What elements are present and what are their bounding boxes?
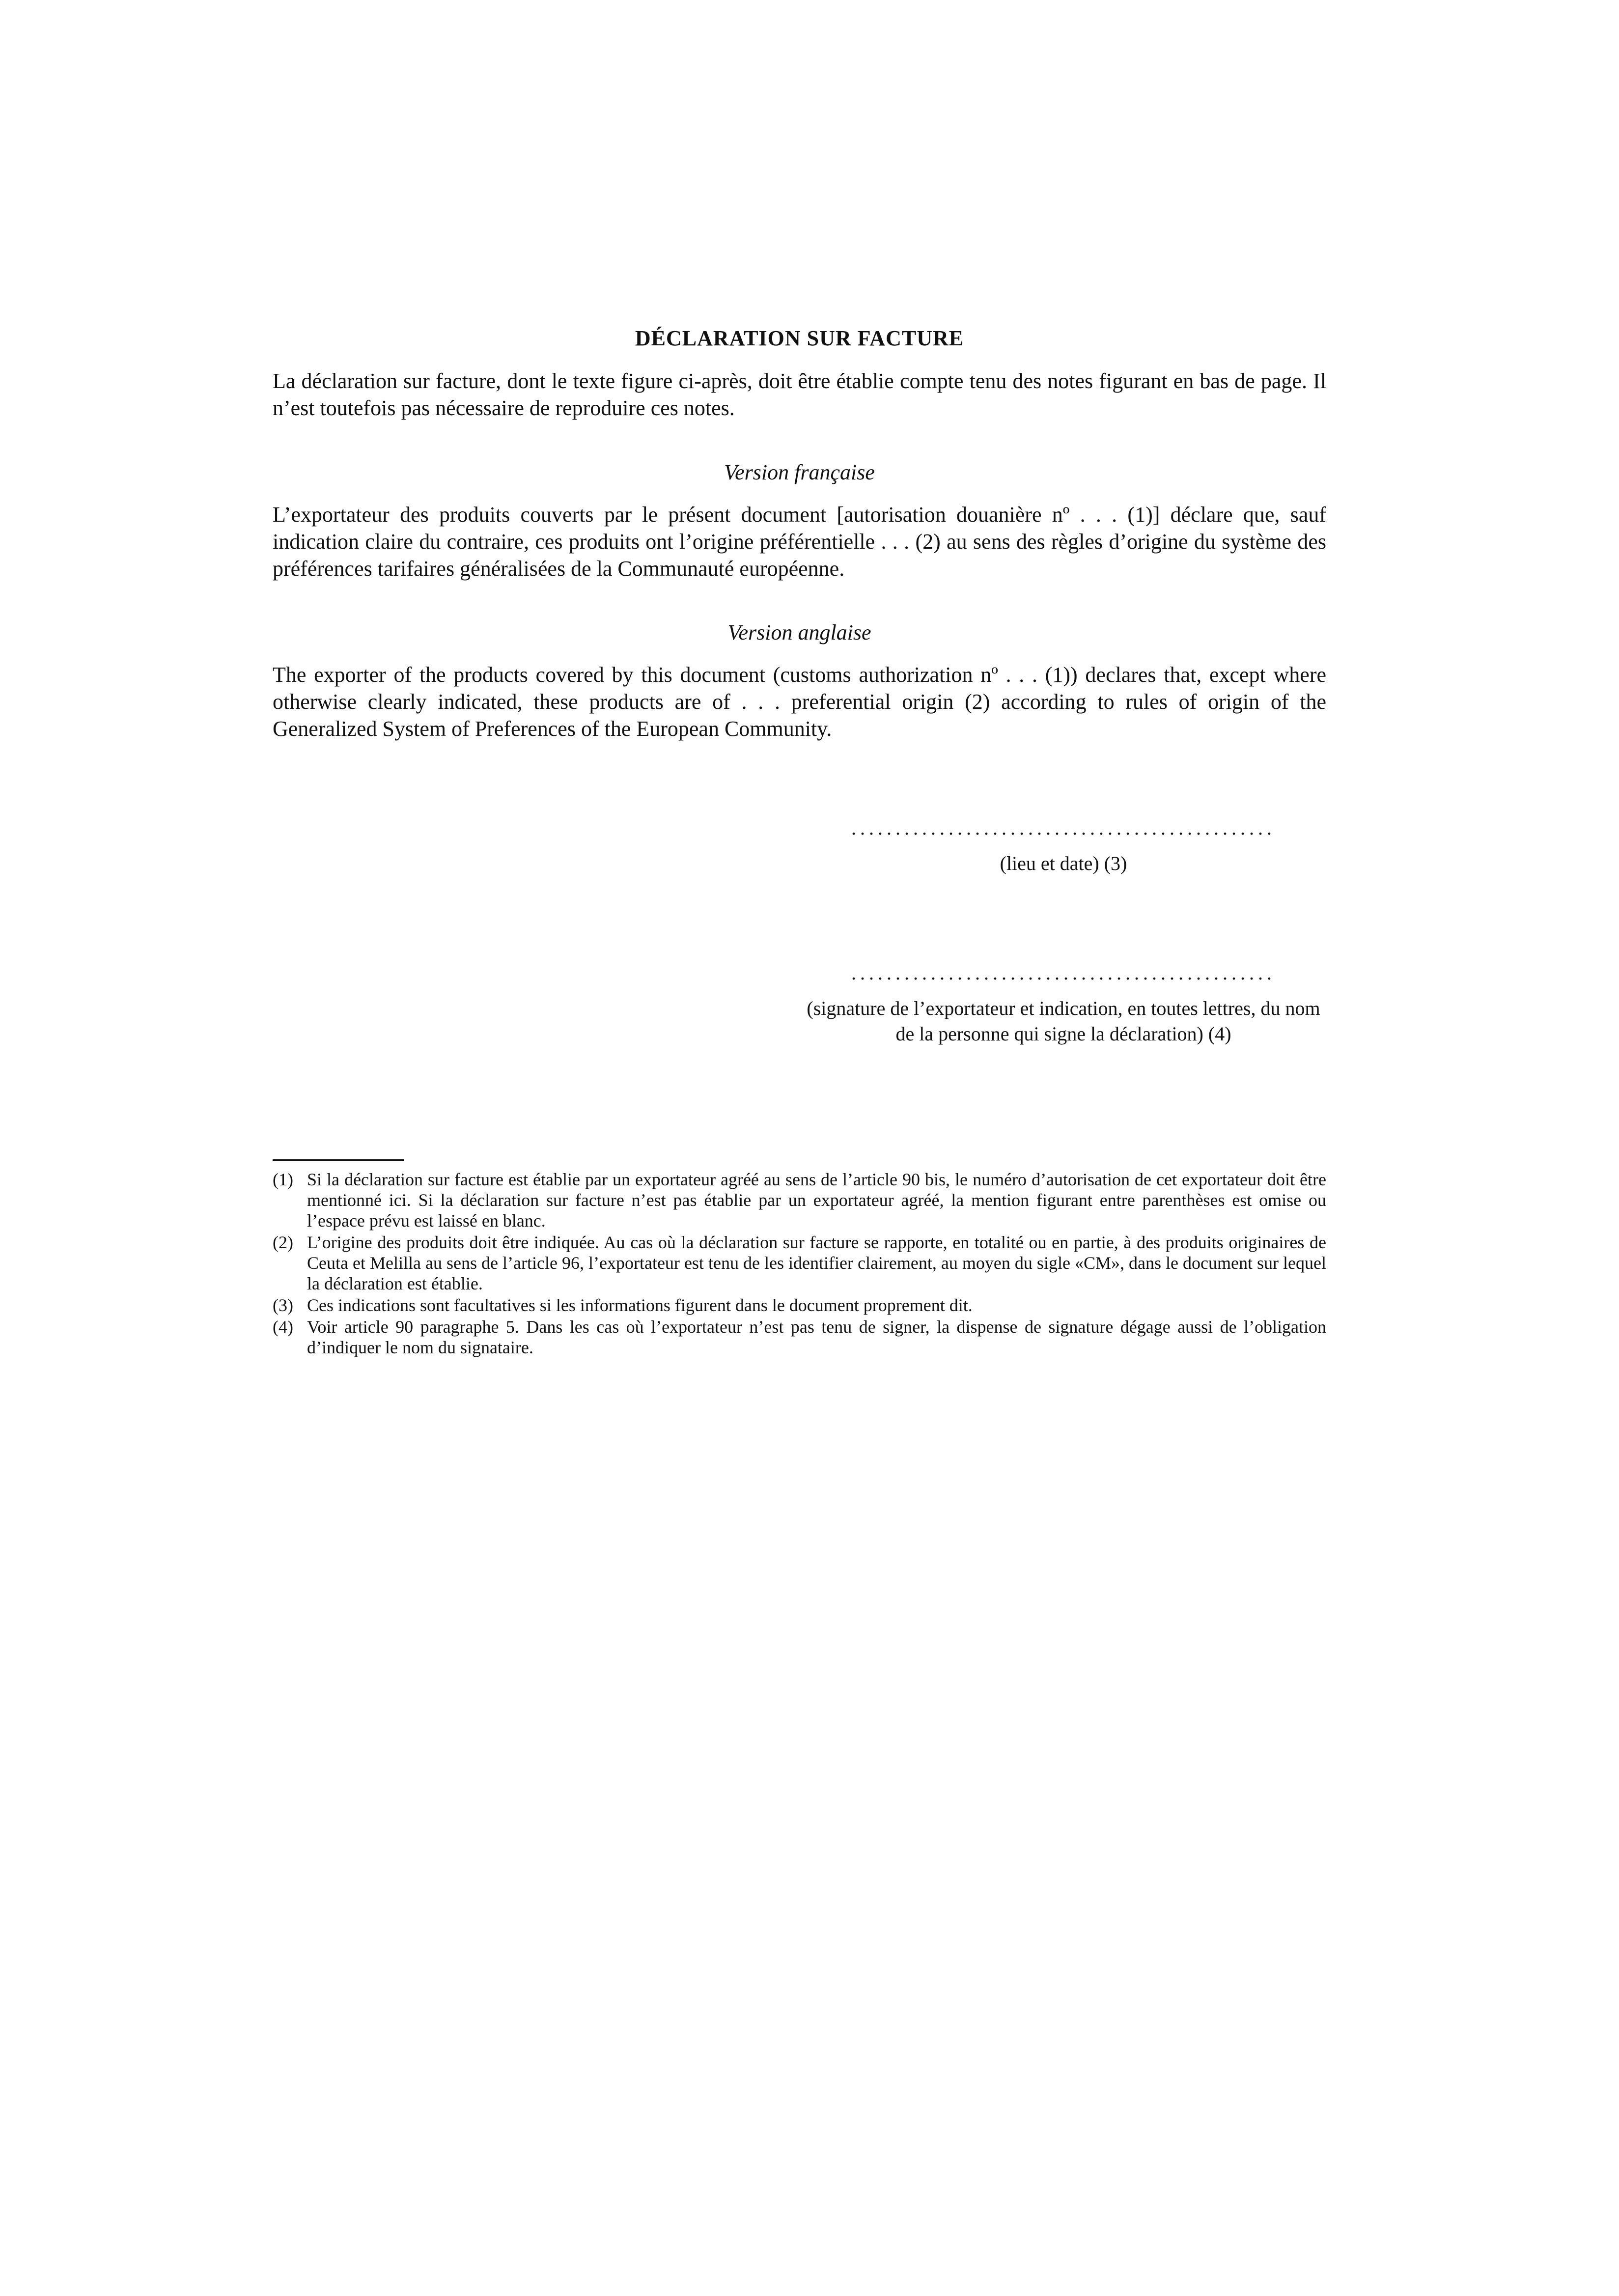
signature-label: (signature de l’exportateur et indication, en toutes lettres, du nom de la personne qui signe la déclaration) (4) — [807, 997, 1320, 1045]
english-declaration-text: The exporter of the products covered by this document (customs authorization nº . . . (1)) declares that, except where otherwise clearly indicated, these products are of . . . preferential origin (2) according to rules of origin of the Generalized System of Preferences of the European Community. — [273, 663, 1326, 741]
place-date-label: (lieu et date) (3) — [1000, 852, 1127, 874]
footnote-item — [273, 1232, 1326, 1294]
footnote-text: L’origine des produits doit être indiquée. Au cas où la déclaration sur facture se rapporte, en totalité ou en partie, à des produits originaires de Ceuta et Melilla au sens de l’article 96, l’exportateur est tenu de les identifier clairement, au moyen du sigle «CM», dans le document sur lequel la déclaration est établie. — [307, 1232, 1326, 1293]
footnote-text: Voir article 90 paragraphe 5. Dans les cas où l’exportateur n’est pas tenu de signer, la dispense de signature dégage aussi de l’obligation d’indiquer le nom du signataire. — [307, 1317, 1326, 1357]
english-version-heading: Version anglaise — [727, 620, 871, 644]
footnote-text: Si la déclaration sur facture est établie par un exportateur agréé au sens de l’article 90 bis, le numéro d’autorisation de cet exportateur doit être mentionné ici. Si la déclaration sur facture n’est pas établie par un exportateur agréé, la mention figurant entre parenthèses est omise ou l’espace prévu est laissé en blanc. — [307, 1170, 1326, 1231]
intro-paragraph: La déclaration sur facture, dont le texte figure ci-après, doit être établie compte tenu des notes figurant en bas de page. Il n’est toutefois pas nécessaire de reproduire ces notes. — [273, 369, 1326, 420]
footnotes — [273, 1169, 1326, 1359]
french-declaration-text: L’exportateur des produits couverts par le présent document [autorisation douanière nº . . . (1)] déclare que, sauf indication claire du contraire, ces produits ont l’origine préférentielle . . . (2) au sens des règles d’origine du système des préférences tarifaires généralisées de la Communauté européenne. — [273, 503, 1326, 581]
footnote-text: Ces indications sont facultatives si les informations figurent dans le document proprement dit. — [307, 1295, 973, 1315]
place-date-dotted-line: ................................................ — [851, 817, 1276, 839]
footnote-item — [273, 1295, 1326, 1316]
footnote-item — [273, 1316, 1326, 1358]
signature-block — [801, 960, 1326, 1047]
french-version-heading: Version française — [724, 460, 875, 484]
footnote-number: (1) — [273, 1170, 293, 1189]
footnote-number: (3) — [273, 1295, 293, 1315]
footnote-number: (4) — [273, 1317, 293, 1337]
document-title: DÉCLARATION SUR FACTURE — [635, 326, 964, 350]
signature-dotted-line: ................................................ — [851, 962, 1276, 984]
footnote-separator — [273, 1159, 404, 1161]
footnote-number: (2) — [273, 1232, 293, 1252]
place-date-block — [801, 815, 1326, 876]
footnote-item — [273, 1169, 1326, 1231]
